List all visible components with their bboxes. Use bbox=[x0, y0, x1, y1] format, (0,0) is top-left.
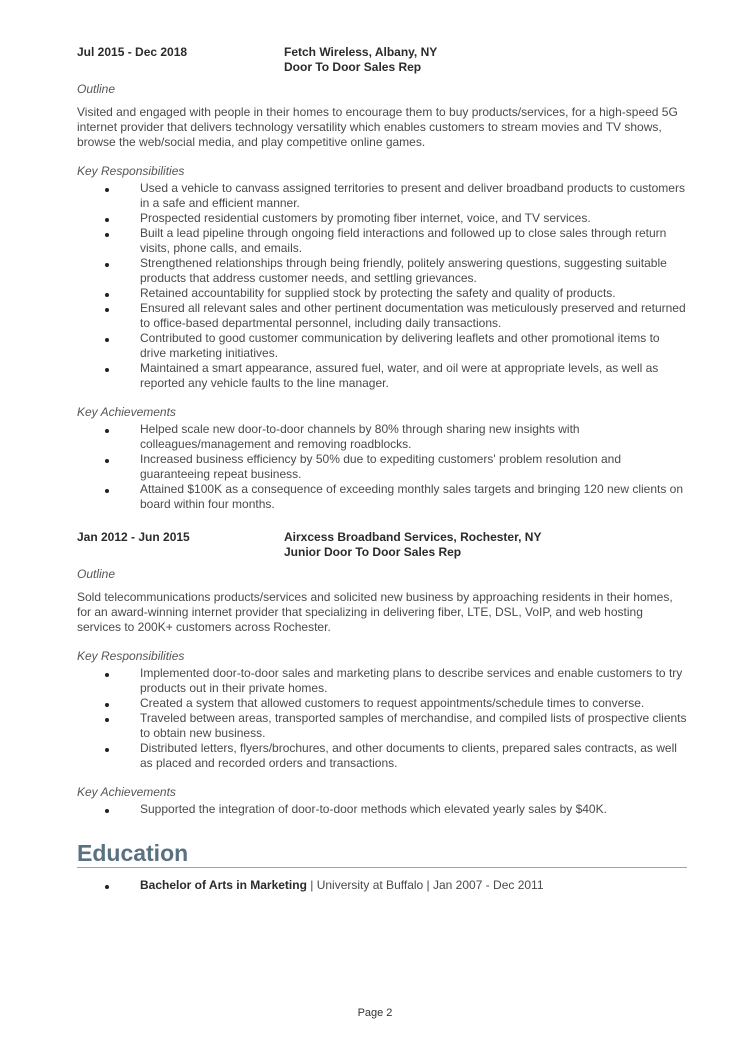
job-employer: Airxcess Broadband Services, Rochester, NY bbox=[284, 530, 542, 544]
achievements-label: Key Achievements bbox=[77, 405, 176, 419]
page-number: Page 2 bbox=[357, 1007, 393, 1019]
job-title: Door To Door Sales Rep bbox=[284, 60, 422, 74]
education-list bbox=[77, 878, 687, 893]
job-entry bbox=[77, 530, 687, 817]
education-details: | University at Buffalo | Jan 2007 - Dec 2011 bbox=[306, 878, 544, 892]
education-item bbox=[77, 878, 687, 893]
section-title-education: Education bbox=[77, 839, 687, 868]
list-item: Supported the integration of door-to-door methods which elevated yearly sales by $40K. bbox=[77, 802, 687, 817]
job-header bbox=[77, 530, 687, 560]
list-item: Ensured all relevant sales and other pertinent documentation was meticulously preserved and returned to office-based departmental personnel, including daily transactions. bbox=[77, 301, 687, 331]
list-item: Prospected residential customers by promoting fiber internet, voice, and TV services. bbox=[77, 211, 687, 226]
education-degree: Bachelor of Arts in Marketing bbox=[140, 878, 307, 892]
list-item: Implemented door-to-door sales and marketing plans to describe services and enable customers to try products out in their private homes. bbox=[77, 666, 687, 696]
list-item: Built a lead pipeline through ongoing field interactions and followed up to close sales through return visits, phone calls, and emails. bbox=[77, 226, 687, 256]
list-item: Used a vehicle to canvass assigned territories to present and deliver broadband products to customers in a safe and efficient manner. bbox=[77, 181, 687, 211]
job-dates: Jan 2012 - Jun 2015 bbox=[77, 530, 190, 544]
list-item: Attained $100K as a consequence of exceeding monthly sales targets and bringing 120 new clients on board within four months. bbox=[77, 482, 687, 512]
achievements-label: Key Achievements bbox=[77, 785, 176, 799]
job-employer-block bbox=[284, 530, 687, 560]
outline-label: Outline bbox=[77, 82, 116, 96]
list-item: Traveled between areas, transported samples of merchandise, and compiled lists of prospective clients to obtain new business. bbox=[77, 711, 687, 741]
job-entry bbox=[77, 45, 687, 512]
outline-label: Outline bbox=[77, 567, 116, 581]
responsibilities-label: Key Responsibilities bbox=[77, 164, 185, 178]
achievements-list bbox=[77, 802, 687, 817]
list-item: Increased business efficiency by 50% due to expediting customers' problem resolution and guaranteeing repeat business. bbox=[77, 452, 687, 482]
responsibilities-label: Key Responsibilities bbox=[77, 649, 185, 663]
achievements-list bbox=[77, 422, 687, 512]
list-item: Helped scale new door-to-door channels by 80% through sharing new insights with colleagues/management and removing roadblocks. bbox=[77, 422, 687, 452]
list-item: Created a system that allowed customers to request appointments/schedule times to converse. bbox=[77, 696, 687, 711]
resume-page bbox=[77, 45, 687, 893]
list-item: Maintained a smart appearance, assured fuel, water, and oil were at appropriate levels, as well as reported any vehicle faults to the line manager. bbox=[77, 361, 687, 391]
list-item: Strengthened relationships through being friendly, politely answering questions, suggesting suitable products that address customer needs, and settling grievances. bbox=[77, 256, 687, 286]
job-title: Junior Door To Door Sales Rep bbox=[284, 545, 462, 559]
job-dates: Jul 2015 - Dec 2018 bbox=[77, 45, 188, 59]
responsibilities-list bbox=[77, 181, 687, 391]
responsibilities-list bbox=[77, 666, 687, 771]
job-employer: Fetch Wireless, Albany, NY bbox=[284, 45, 438, 59]
list-item: Contributed to good customer communication by delivering leaflets and other promotional items to drive marketing initiatives. bbox=[77, 331, 687, 361]
job-employer-block bbox=[284, 45, 687, 75]
list-item: Distributed letters, flyers/brochures, and other documents to clients, prepared sales contracts, as well as placed and recorded orders and transactions. bbox=[77, 741, 687, 771]
job-outline: Sold telecommunications products/services and solicited new business by approaching residents in their homes, for an award-winning internet provider that specializing in delivering fiber, LTE, DSL, VoIP, and web hosting services to 200K+ customers across Rochester. bbox=[77, 590, 673, 634]
job-outline: Visited and engaged with people in their homes to encourage them to buy products/services, for a high-speed 5G internet provider that delivers technology versatility which enables customers to stream movies and TV shows, browse the web/social media, and play competitive online games. bbox=[77, 105, 678, 149]
job-header bbox=[77, 45, 687, 75]
list-item: Retained accountability for supplied stock by protecting the safety and quality of products. bbox=[77, 286, 687, 301]
